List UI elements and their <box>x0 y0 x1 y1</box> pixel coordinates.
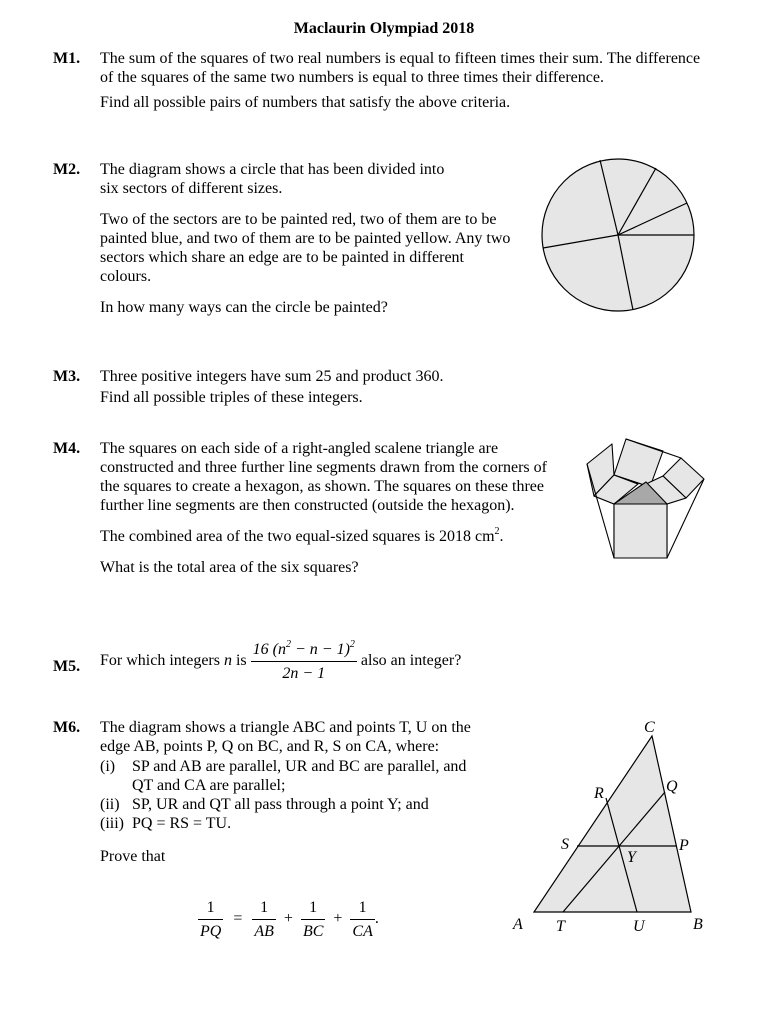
fraction-numerator: 16 $(n^2 - n - 1)^2$ <box>251 640 357 662</box>
problem-text: The squares on each side of a right-angled scalene triangle are constructed and three further line segments drawn from the corners of the squares to create a hexagon, as shown. The squares on these three further line segments are then constructed (outside the hexagon). <box>100 440 547 514</box>
problem-text: The diagram shows a triangle ABC and points T, U on the edge AB, points P, Q on BC, and R, S on CA, where: <box>100 719 471 755</box>
label-t: T <box>556 918 565 935</box>
label-y: Y <box>627 849 636 866</box>
squares-hexagon-diagram <box>584 436 714 562</box>
problem-text <box>100 527 562 546</box>
problem-number: M1. <box>53 50 81 67</box>
problem-question: In how many ways can the circle be painted? <box>100 299 388 316</box>
variable-n: n <box>223 652 232 670</box>
page-title: Maclaurin Olympiad 2018 <box>293 20 475 37</box>
problem-number: M2. <box>53 161 81 178</box>
period: . <box>499 528 504 545</box>
condition-ii: (ii) SP, UR and QT all pass through a point Y; and <box>100 796 429 813</box>
label-p: P <box>679 837 689 854</box>
square-bottom <box>614 504 667 558</box>
label-s: S <box>561 836 569 853</box>
problem-number: M4. <box>53 440 81 457</box>
problem-text: Three positive integers have sum 25 and product 360. <box>100 368 444 385</box>
label-r: R <box>594 785 604 802</box>
problem-text: For which integers <box>100 652 224 670</box>
label-c: C <box>644 719 655 736</box>
problem-text: also an integer? <box>356 652 462 670</box>
prove-label: Prove that <box>100 848 166 865</box>
condition-iii: (iii) PQ = RS = TU. <box>100 815 232 832</box>
problem-text: is <box>231 652 251 670</box>
area-statement: The combined area of the two equal-sized squares is 2018 cm <box>100 528 495 545</box>
problem-number: M5. <box>53 658 81 675</box>
fraction-bc: $\frac{1}{BC}$ <box>302 899 324 940</box>
problem-text: The diagram shows a circle that has been divided into six sectors of different sizes. <box>100 161 445 197</box>
label-b: B <box>693 916 703 933</box>
circle-sectors-diagram <box>538 158 698 318</box>
condition-i: (i) SP and AB are parallel, UR and BC are parallel, and QT and CA are parallel; <box>100 758 467 794</box>
problem-text: The sum of the squares of two real numbers is equal to fifteen times their sum. The difference of the squares of the same two numbers is equal to three times their difference. <box>100 50 701 86</box>
fraction <box>251 640 357 683</box>
fraction-lhs: $\frac{1}{PQ}$ <box>200 899 222 940</box>
label-a: A <box>513 916 523 933</box>
problem-number: M6. <box>53 719 81 736</box>
fraction-ab: $\frac{1}{AB}$ <box>254 899 274 940</box>
superscript: 2 <box>494 525 500 537</box>
fraction-ca: $\frac{1}{CA}$ <box>352 899 373 940</box>
label-u: U <box>633 918 645 935</box>
triangle-abc-diagram <box>505 712 725 942</box>
problem-question: Find all possible pairs of numbers that satisfy the above criteria. <box>100 94 511 111</box>
problem-question: Find all possible triples of these integers. <box>100 389 363 406</box>
problem-text: Two of the sectors are to be painted red, two of them are to be painted blue, and two of them are to be painted yellow. Any two sectors which share an edge are to be painted in different colours. <box>100 211 511 285</box>
fraction-denominator: 2n − 1 <box>282 665 326 682</box>
problem-number: M3. <box>53 368 81 385</box>
problem-question: What is the total area of the six squares? <box>100 559 359 576</box>
reciprocal-equation: $\frac{1}{PQ}$ = $\frac{1}{AB}$ + $\frac{1}{BC}$ + $\frac{1}{CA}$ . <box>200 899 379 940</box>
label-q: Q <box>666 778 678 795</box>
